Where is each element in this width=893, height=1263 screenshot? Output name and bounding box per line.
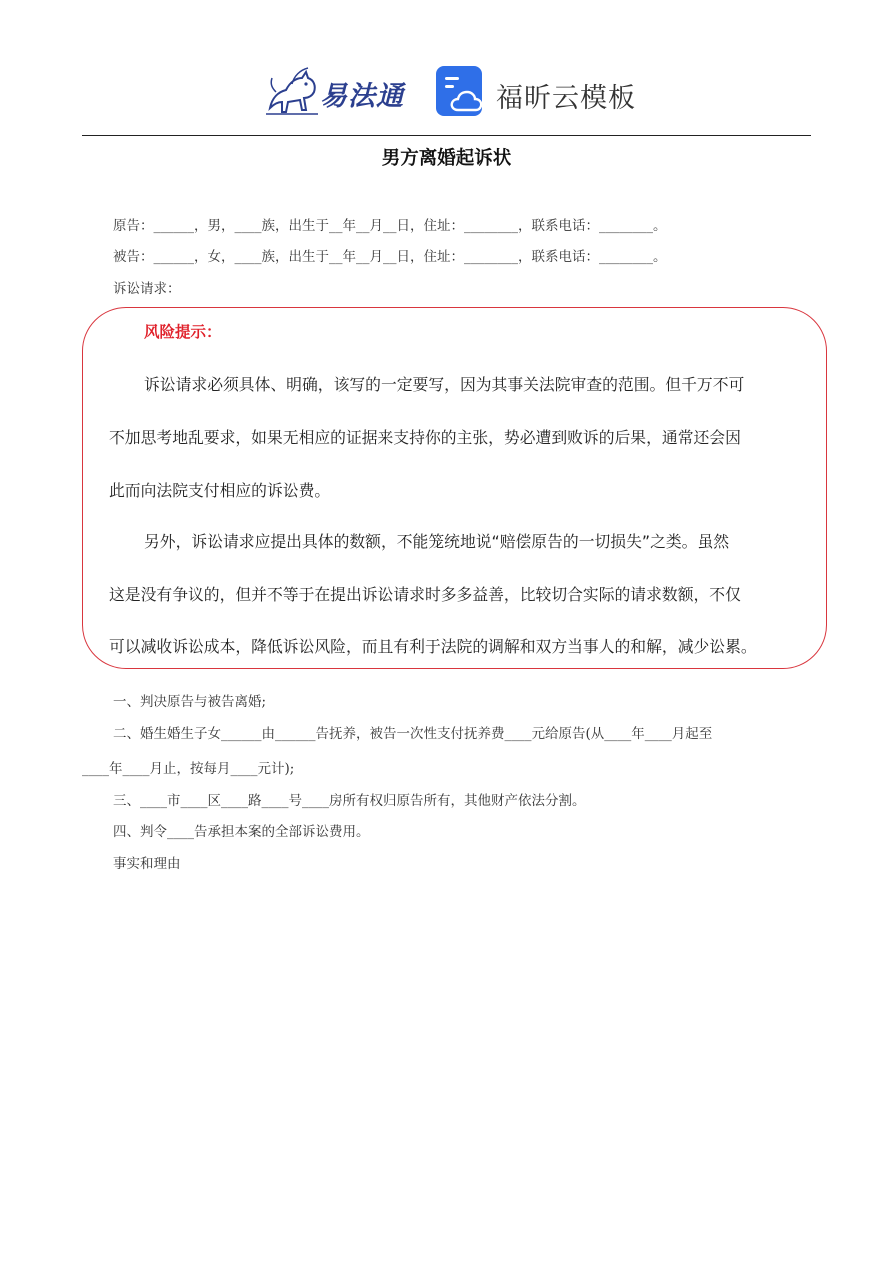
claims-label: 诉讼请求： — [113, 281, 181, 297]
fuxin-template-logo — [436, 64, 636, 118]
claim-item-4: 四、判令____告承担本案的全部诉讼费用。 — [113, 824, 370, 840]
risk-text-line: 诉讼请求必须具体、明确，该写的一定要写，因为其事关法院审查的范围。但千万不可 — [144, 375, 745, 394]
claim-item-2-continued: ____年____月止，按每月____元计); — [82, 761, 295, 777]
header-divider — [82, 135, 811, 136]
fuxin-template-logo-text: 福昕云模板 — [496, 83, 636, 114]
fuxin-cloud-icon — [436, 66, 486, 116]
risk-text-line: 不加思考地乱要求，如果无相应的证据来支持你的主张，势必遭到败诉的后果，通常还会因 — [109, 428, 741, 447]
yifatong-logo — [262, 62, 414, 118]
risk-warning-title: 风险提示： — [144, 323, 222, 341]
plaintiff-line: 原告：______，男，____族，出生于__年__月__日，住址：________，联系电话：________。 — [113, 218, 667, 234]
risk-text-line: 可以减收诉讼成本，降低诉讼风险，而且有利于法院的调解和双方当事人的和解，减少讼累。 — [109, 637, 757, 656]
risk-text-line: 此而向法院支付相应的诉讼费。 — [109, 481, 331, 500]
risk-text-line: 另外，诉讼请求应提出具体的数额，不能笼统地说“赔偿原告的一切损失”之类。虽然 — [144, 532, 730, 551]
claim-item-2: 二、婚生婚生子女______由______告抚养，被告一次性支付抚养费____元给原告(从____年____月起至 — [113, 726, 713, 742]
defendant-line: 被告：______，女，____族，出生于__年__月__日，住址：________，联系电话：________。 — [113, 249, 667, 265]
qilin-emblem-icon — [262, 62, 322, 118]
risk-text-line: 这是没有争议的，但并不等于在提出诉讼请求时多多益善，比较切合实际的请求数额，不仅 — [109, 585, 741, 604]
document-title: 男方离婚起诉状 — [381, 148, 512, 169]
facts-and-reasons-label: 事实和理由 — [113, 856, 181, 872]
header — [0, 58, 893, 124]
yifatong-logo-text: 易法通 — [320, 81, 404, 112]
claim-item-1: 一、判决原告与被告离婚; — [113, 694, 267, 710]
claim-item-3: 三、____市____区____路____号____房所有权归原告所有，其他财产依法分割。 — [113, 793, 586, 809]
